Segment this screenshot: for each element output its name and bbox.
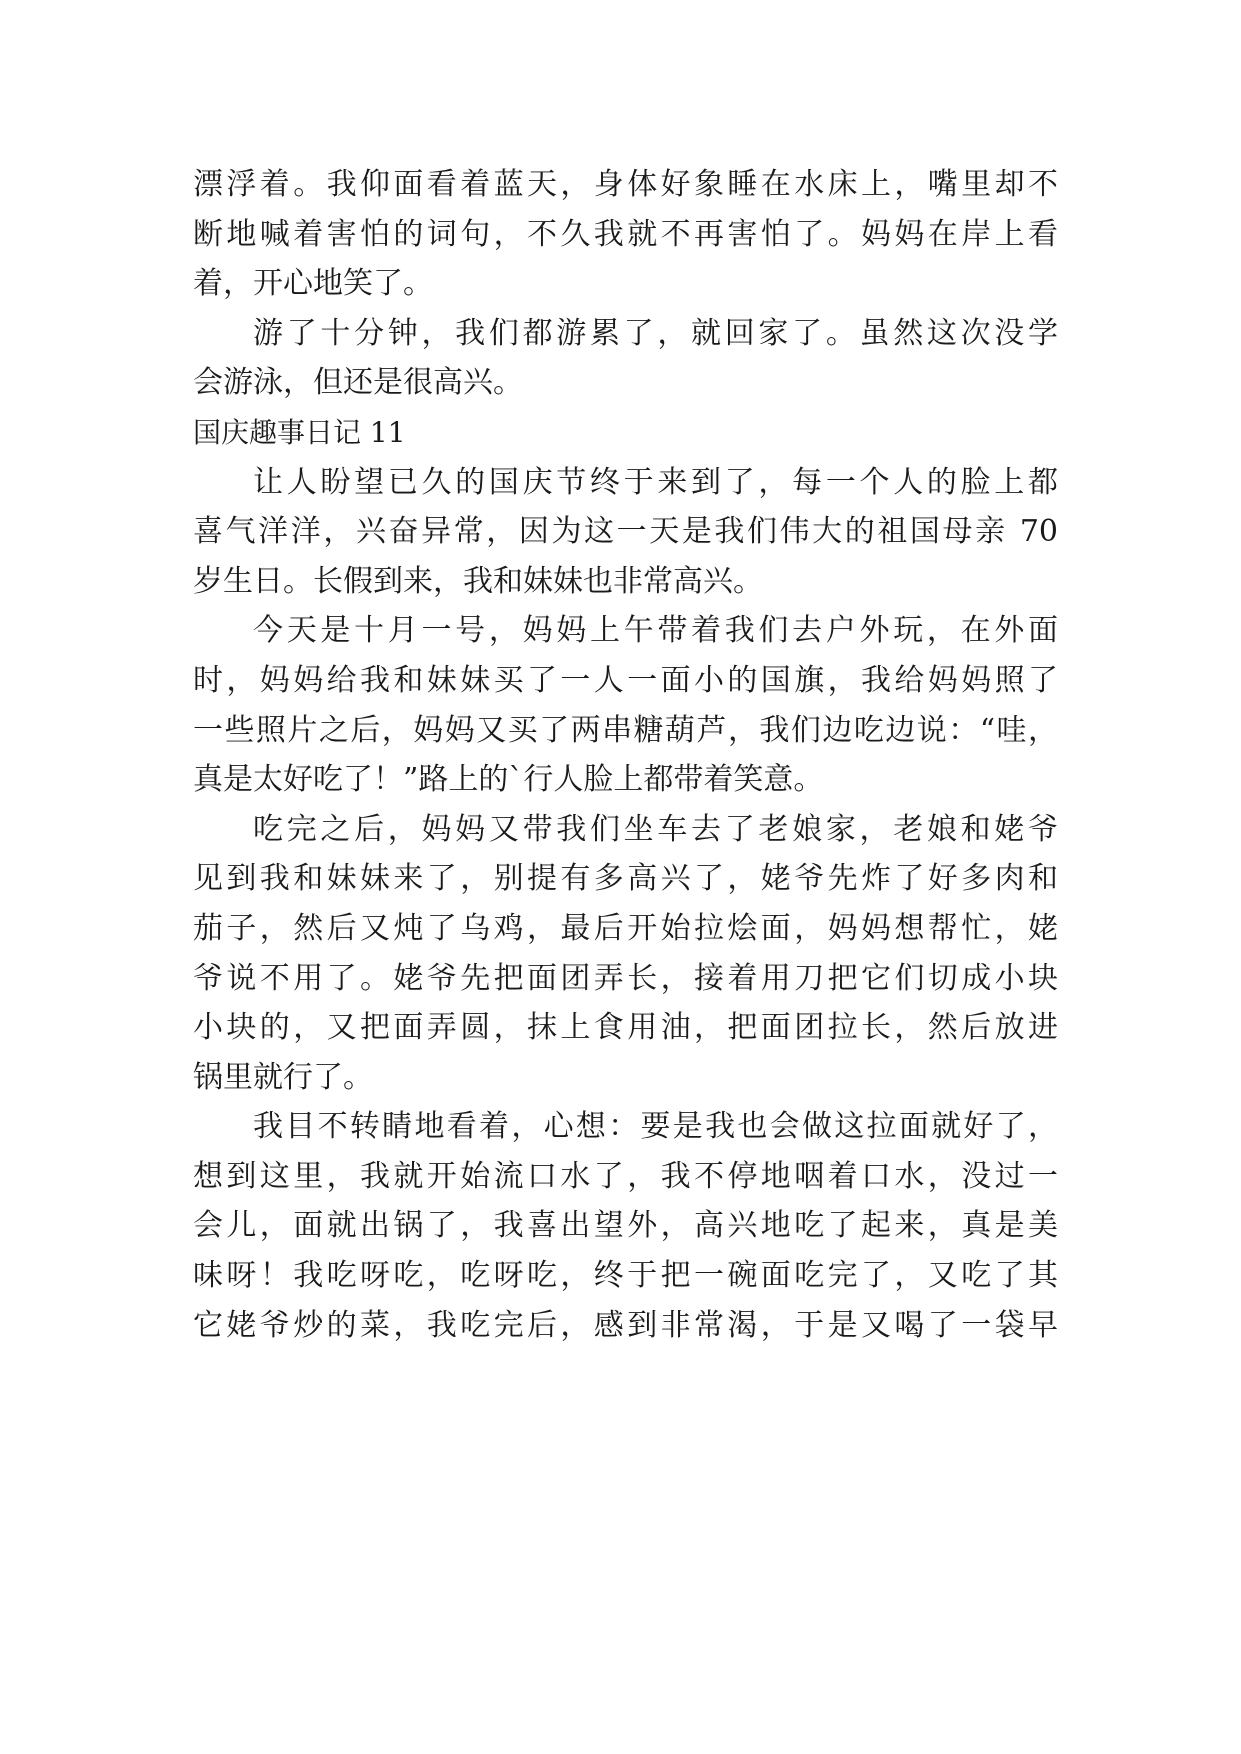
text-line: 爷说不用了。姥爷先把面团弄长，接着用刀把它们切成小块 — [193, 960, 1058, 996]
text-line: 见到我和妹妹来了，别提有多高兴了，姥爷先炸了好多肉和 — [193, 861, 1058, 897]
text-line: 喜气洋洋，兴奋异常，因为这一天是我们伟大的祖国母亲 70 — [193, 514, 1058, 550]
paragraph-first-line: 游了十分钟，我们都游累了，就回家了。虽然这次没学 — [253, 315, 1058, 351]
text-line: 茄子，然后又炖了乌鸡，最后开始拉烩面，妈妈想帮忙，姥 — [193, 910, 1058, 946]
text-line: 会游泳，但还是很高兴。 — [193, 365, 523, 401]
text-line: 锅里就行了。 — [193, 1059, 373, 1095]
text-line: 着，开心地笑了。 — [193, 266, 433, 302]
text-line: 它姥爷炒的菜，我吃完后，感到非常渴，于是又喝了一袋早 — [193, 1307, 1058, 1343]
paragraph-first-line: 今天是十月一号，妈妈上午带着我们去户外玩，在外面 — [253, 613, 1058, 649]
paragraph-first-line: 吃完之后，妈妈又带我们坐车去了老娘家，老娘和姥爷 — [253, 811, 1058, 847]
text-line: 岁生日。长假到来，我和妹妹也非常高兴。 — [193, 563, 763, 599]
paragraph-first-line: 让人盼望已久的国庆节终于来到了，每一个人的脸上都 — [253, 464, 1058, 500]
text-line: 想到这里，我就开始流口水了，我不停地咽着口水，没过一 — [193, 1158, 1058, 1194]
paragraph-first-line: 我目不转睛地看着，心想：要是我也会做这拉面就好了， — [253, 1109, 1058, 1145]
text-line: 小块的，又把面弄圆，抹上食用油，把面团拉长，然后放进 — [193, 1010, 1058, 1046]
text-line: 会儿，面就出锅了，我喜出望外，高兴地吃了起来，真是美 — [193, 1208, 1058, 1244]
text-line: 断地喊着害怕的词句，不久我就不再害怕了。妈妈在岸上看 — [193, 216, 1058, 252]
document-body — [193, 160, 1058, 1350]
text-line: 漂浮着。我仰面看着蓝天，身体好象睡在水床上，嘴里却不 — [193, 167, 1058, 202]
text-line: 真是太好吃了！”路上的`行人脸上都带着笑意。 — [193, 762, 824, 798]
text-line: 时，妈妈给我和妹妹买了一人一面小的国旗，我给妈妈照了 — [193, 662, 1058, 698]
section-heading: 国庆趣事日记 11 — [193, 415, 406, 449]
text-line: 味呀！我吃呀吃，吃呀吃，终于把一碗面吃完了，又吃了其 — [193, 1258, 1058, 1294]
text-line: 一些照片之后，妈妈又买了两串糖葫芦，我们边吃边说：“哇， — [193, 712, 1058, 748]
